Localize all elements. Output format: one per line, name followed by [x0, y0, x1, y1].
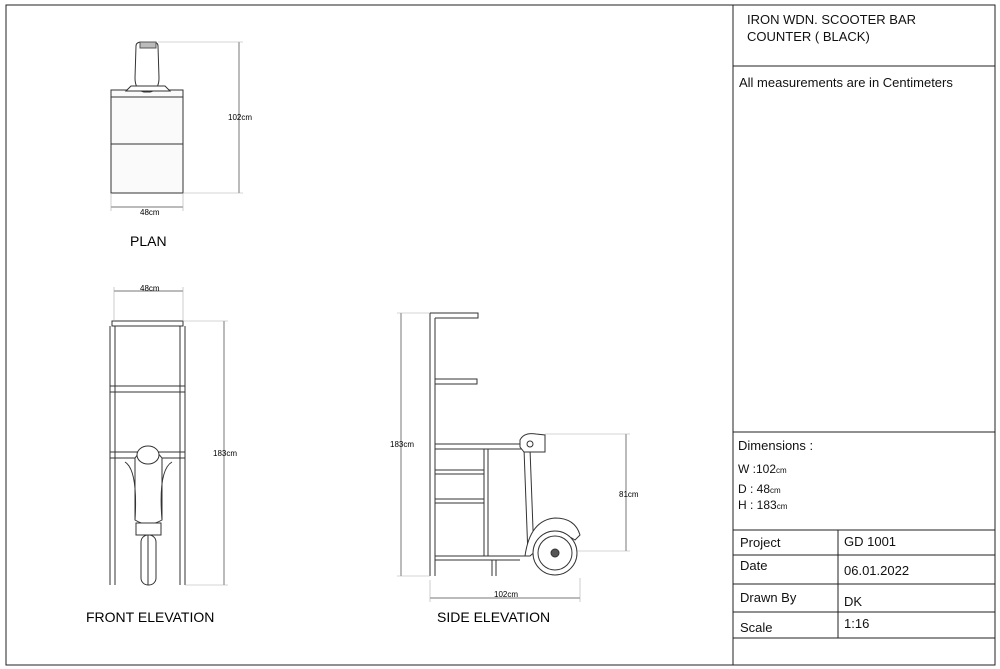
project-value: GD 1001 [844, 534, 897, 549]
dimension-depth-value: 48 [756, 482, 771, 496]
front-height-dim: 183cm [213, 449, 238, 458]
dimensions-heading: Dimensions : [738, 438, 814, 453]
drawn-by-value: DK [844, 594, 863, 609]
dimension-depth [738, 482, 781, 496]
scale-label: Scale [740, 620, 773, 635]
side-elevation-label: SIDE ELEVATION [437, 609, 551, 625]
plan-height-dim: 102cm [228, 113, 253, 122]
project-label: Project [740, 535, 781, 550]
measurement-note: All measurements are in Centimeters [739, 75, 953, 90]
side-elevation [397, 313, 630, 602]
drawn-by-label: Drawn By [740, 590, 797, 605]
side-seat-dim: 81cm [619, 490, 639, 499]
dimension-width-unit: cm [776, 466, 787, 475]
side-height-dim: 183cm [390, 440, 415, 449]
date-value: 06.01.2022 [844, 563, 910, 578]
plan-label: PLAN [130, 233, 167, 249]
front-elevation [110, 287, 228, 585]
dimension-height [738, 498, 787, 512]
dimension-width-label: W : [738, 462, 756, 476]
dimension-depth-unit: cm [770, 486, 781, 495]
dimension-width-value: 102 [756, 462, 777, 476]
plan-width-dim: 48cm [140, 208, 160, 217]
title-line-2: COUNTER ( BLACK) [747, 29, 870, 44]
front-elevation-label: FRONT ELEVATION [86, 609, 215, 625]
dimension-depth-label: D : [738, 482, 757, 496]
dimension-height-unit: cm [776, 502, 788, 511]
drawing-title [747, 11, 916, 45]
plan-view [111, 42, 243, 211]
date-label: Date [740, 558, 768, 573]
dimension-height-value: 183 [756, 498, 777, 512]
dimension-height-label: H : [738, 498, 757, 512]
title-line-1: IRON WDN. SCOOTER BAR [747, 12, 917, 27]
scale-value: 1:16 [844, 616, 870, 631]
dimension-width [738, 462, 787, 476]
side-width-dim: 102cm [494, 590, 519, 599]
front-width-dim: 48cm [140, 284, 160, 293]
